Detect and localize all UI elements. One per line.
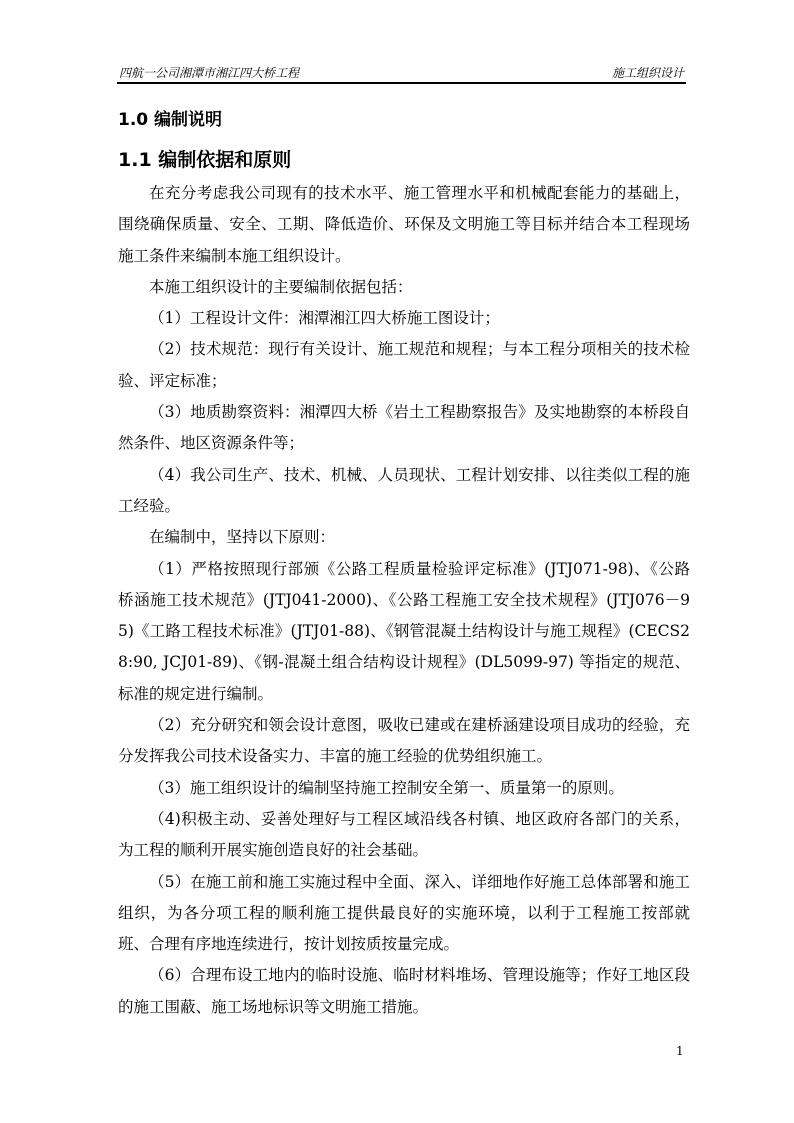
paragraph: （1）工程设计文件：湘潭湘江四大桥施工图设计； bbox=[149, 309, 500, 328]
subsection-heading: 1.1 编制依据和原则 bbox=[118, 149, 292, 171]
page-header bbox=[117, 62, 686, 84]
paragraph: （6）合理布设工地内的临时设施、临时材料堆场、管理设施等；作好工地区段的施工围蔽、施工场地标识等文明施工措施。 bbox=[118, 966, 690, 1016]
section-heading: 1.0 编制说明 bbox=[118, 110, 223, 130]
page-number: 1 bbox=[676, 1044, 684, 1058]
paragraph: （2）技术规范：现行有关设计、施工规范和规程；与本工程分项相关的技术检验、评定标准； bbox=[118, 340, 690, 390]
paragraph: （4)积极主动、妥善处理好与工程区域沿线各村镇、地区政府各部门的关系，为工程的顺利开展实施创造良好的社会基础。 bbox=[118, 809, 690, 860]
paragraph: （5）在施工前和施工实施过程中全面、深入、详细地作好施工总体部署和施工组织，为各分项工程的顺利施工提供最良好的实施环境，以利于工程施工按部就班、合理有序地连续进行，按计划按质按量完成。 bbox=[118, 872, 690, 954]
paragraph: 在充分考虑我公司现有的技术水平、施工管理水平和机械配套能力的基础上，围绕确保质量、安全、工期、降低造价、环保及文明施工等目标并结合本工程现场施工条件来编制本施工组织设计。 bbox=[118, 184, 690, 265]
paragraph: （2）充分研究和领会设计意图，吸收已建或在建桥涵建设项目成功的经验，充分发挥我公司技术设备实力、丰富的施工经验的优势组织施工。 bbox=[118, 716, 690, 766]
paragraph: 本施工组织设计的主要编制依据包括： bbox=[149, 277, 413, 296]
paragraph: （4）我公司生产、技术、机械、人员现状、工程计划安排、以往类似工程的施工经验。 bbox=[118, 465, 690, 515]
header-project-title: 四航一公司湘潭市湘江四大桥工程 bbox=[119, 66, 300, 80]
paragraph: （1）严格按照现行部颁《公路工程质量检验评定标准》(JTJ071-98)、《公路桥涵施工技术规范》(JTJ041-2000)、《公路工程施工安全技术规程》(JTJ076－95)《工路工程技术标准》(JTJ01-88)、《钢管混凝土结构设计与施工规程》(CECS28:90, JCJ01-89)、《钢-混凝土组合结构设计规程》(DL5099-97) 等指定的规范、标准的规定进行编制。 bbox=[118, 559, 690, 703]
paragraph: （3）施工组织设计的编制坚持施工控制安全第一、质量第一的原则。 bbox=[149, 778, 624, 797]
paragraph: （3）地质勘察资料：湘潭四大桥《岩土工程勘察报告》及实地勘察的本桥段自然条件、地区资源条件等； bbox=[118, 403, 690, 453]
paragraph: 在编制中，坚持以下原则： bbox=[149, 528, 336, 547]
document-body bbox=[118, 178, 690, 1023]
header-document-type: 施工组织设计 bbox=[611, 66, 684, 80]
